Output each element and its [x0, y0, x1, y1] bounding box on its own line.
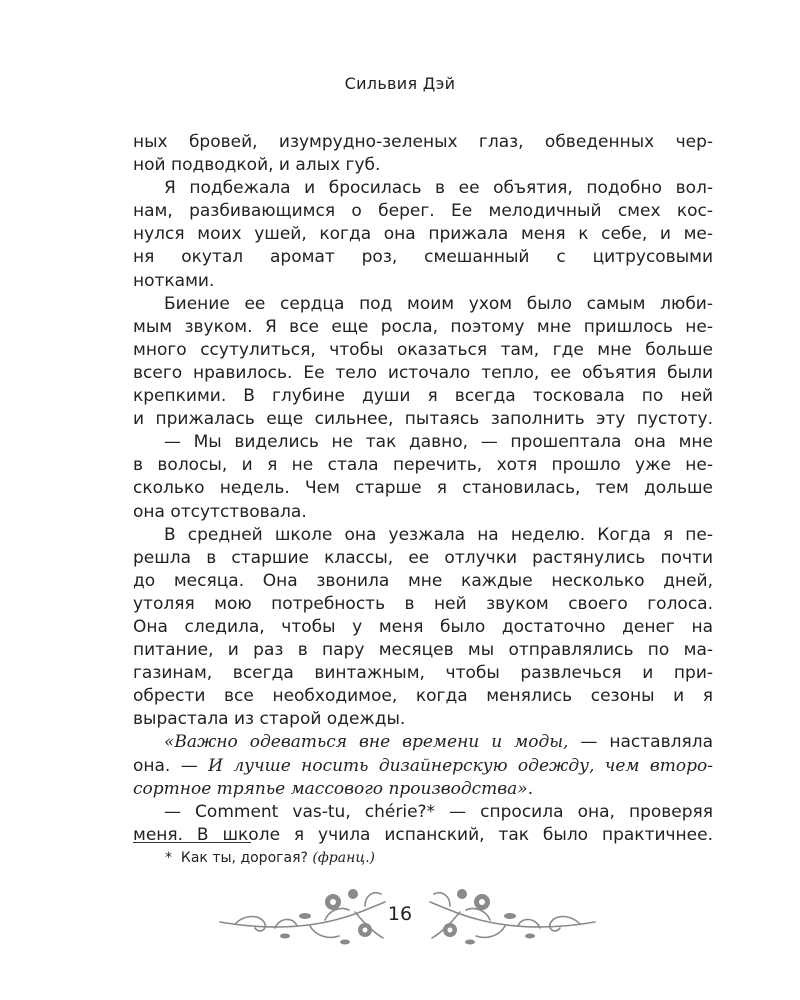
- body-line: утоляя мою потребность в ней звуком своего голоса.: [133, 593, 713, 614]
- body-line: — Мы виделись не так давно, — прошептала она мне: [164, 432, 713, 453]
- body-line: много ссутулиться, чтобы оказаться там, где мне больше: [133, 339, 713, 360]
- body-line: вырастала из старой одежды.: [133, 709, 406, 730]
- body-line: Биение ее сердца под моим ухом было самым люби-: [164, 293, 713, 314]
- body-line: ня окутал аромат роз, смешанный с цитрусовыми: [133, 247, 713, 268]
- floral-ornament-right-icon: [425, 880, 600, 950]
- body-line: ных бровей, изумрудно-зеленых глаз, обведенных чер-: [133, 132, 713, 152]
- body-line: в волосы, и я не стала перечить, хотя прошло уже не-: [133, 455, 713, 476]
- body-line: до месяца. Она звонила мне каждые несколько дней,: [133, 570, 713, 591]
- body-line: газинам, всегда винтажным, чтобы развлечься и при-: [133, 663, 713, 684]
- footnote-rule: [133, 842, 251, 843]
- body-line: ной подводкой, и алых губ.: [133, 155, 381, 176]
- running-title: Сильвия Дэй: [344, 74, 456, 93]
- body-line: нулся моих ушей, когда она прижала меня к себе, и ме-: [133, 224, 713, 245]
- quote-line: [133, 755, 713, 778]
- quote-line: [133, 731, 713, 754]
- quote-italic: сортное тряпье массового производства»: [133, 778, 528, 799]
- page-body: [133, 131, 713, 847]
- footnote-source: (франц.): [312, 850, 376, 866]
- body-line: и прижалась еще сильнее, пытаясь заполнить эту пустоту.: [133, 409, 713, 430]
- body-line: она отсутствовала.: [133, 501, 307, 522]
- quote-line: [133, 778, 713, 801]
- body-line: В средней школе она уезжала на неделю. Когда я пе-: [164, 524, 713, 545]
- body-line: нотками.: [133, 270, 215, 291]
- footnote-marker: *: [165, 850, 172, 866]
- body-line: Она следила, чтобы у меня было достаточно денег на: [133, 616, 713, 637]
- quote-italic: «Важно одеваться вне времени и моды,: [164, 732, 569, 753]
- body-line: питание, и раз в пару месяцев мы отправлялись по ма-: [133, 640, 713, 661]
- footnote-text: Как ты, дорогая?: [180, 850, 308, 866]
- body-line: обрести все необходимое, когда менялись сезоны и я: [133, 686, 713, 707]
- body-line: меня. В школе я учила испанский, так было практичнее.: [133, 824, 713, 845]
- body-line: мым звуком. Я все еще росла, поэтому мне пришлось не-: [133, 316, 713, 337]
- page-number: 16: [387, 903, 413, 925]
- quote-normal: .: [527, 778, 534, 799]
- quote-normal: — наставляла: [568, 732, 713, 753]
- body-line: всего нравилось. Ее тело источало тепло, ее объятия были: [133, 362, 713, 383]
- quote-italic: И лучше носить дизайнерскую одежду, чем второ-: [208, 755, 713, 776]
- quote-normal: она. —: [133, 755, 209, 776]
- body-line: нам, разбивающимся о берег. Ее мелодичный смех кос-: [133, 201, 713, 222]
- body-line: — Comment vas-tu, chérie?* — спросила она, проверяя: [164, 801, 713, 822]
- body-line: крепкими. В глубине души я всегда тосковала по ней: [133, 386, 713, 407]
- body-line: Я подбежала и бросилась в ее объятия, подобно вол-: [164, 178, 713, 199]
- body-line: решла в старшие классы, ее отлучки растянулись почти: [133, 547, 713, 568]
- footnote: [165, 850, 375, 866]
- body-line: сколько недель. Чем старше я становилась, тем дольше: [133, 478, 713, 499]
